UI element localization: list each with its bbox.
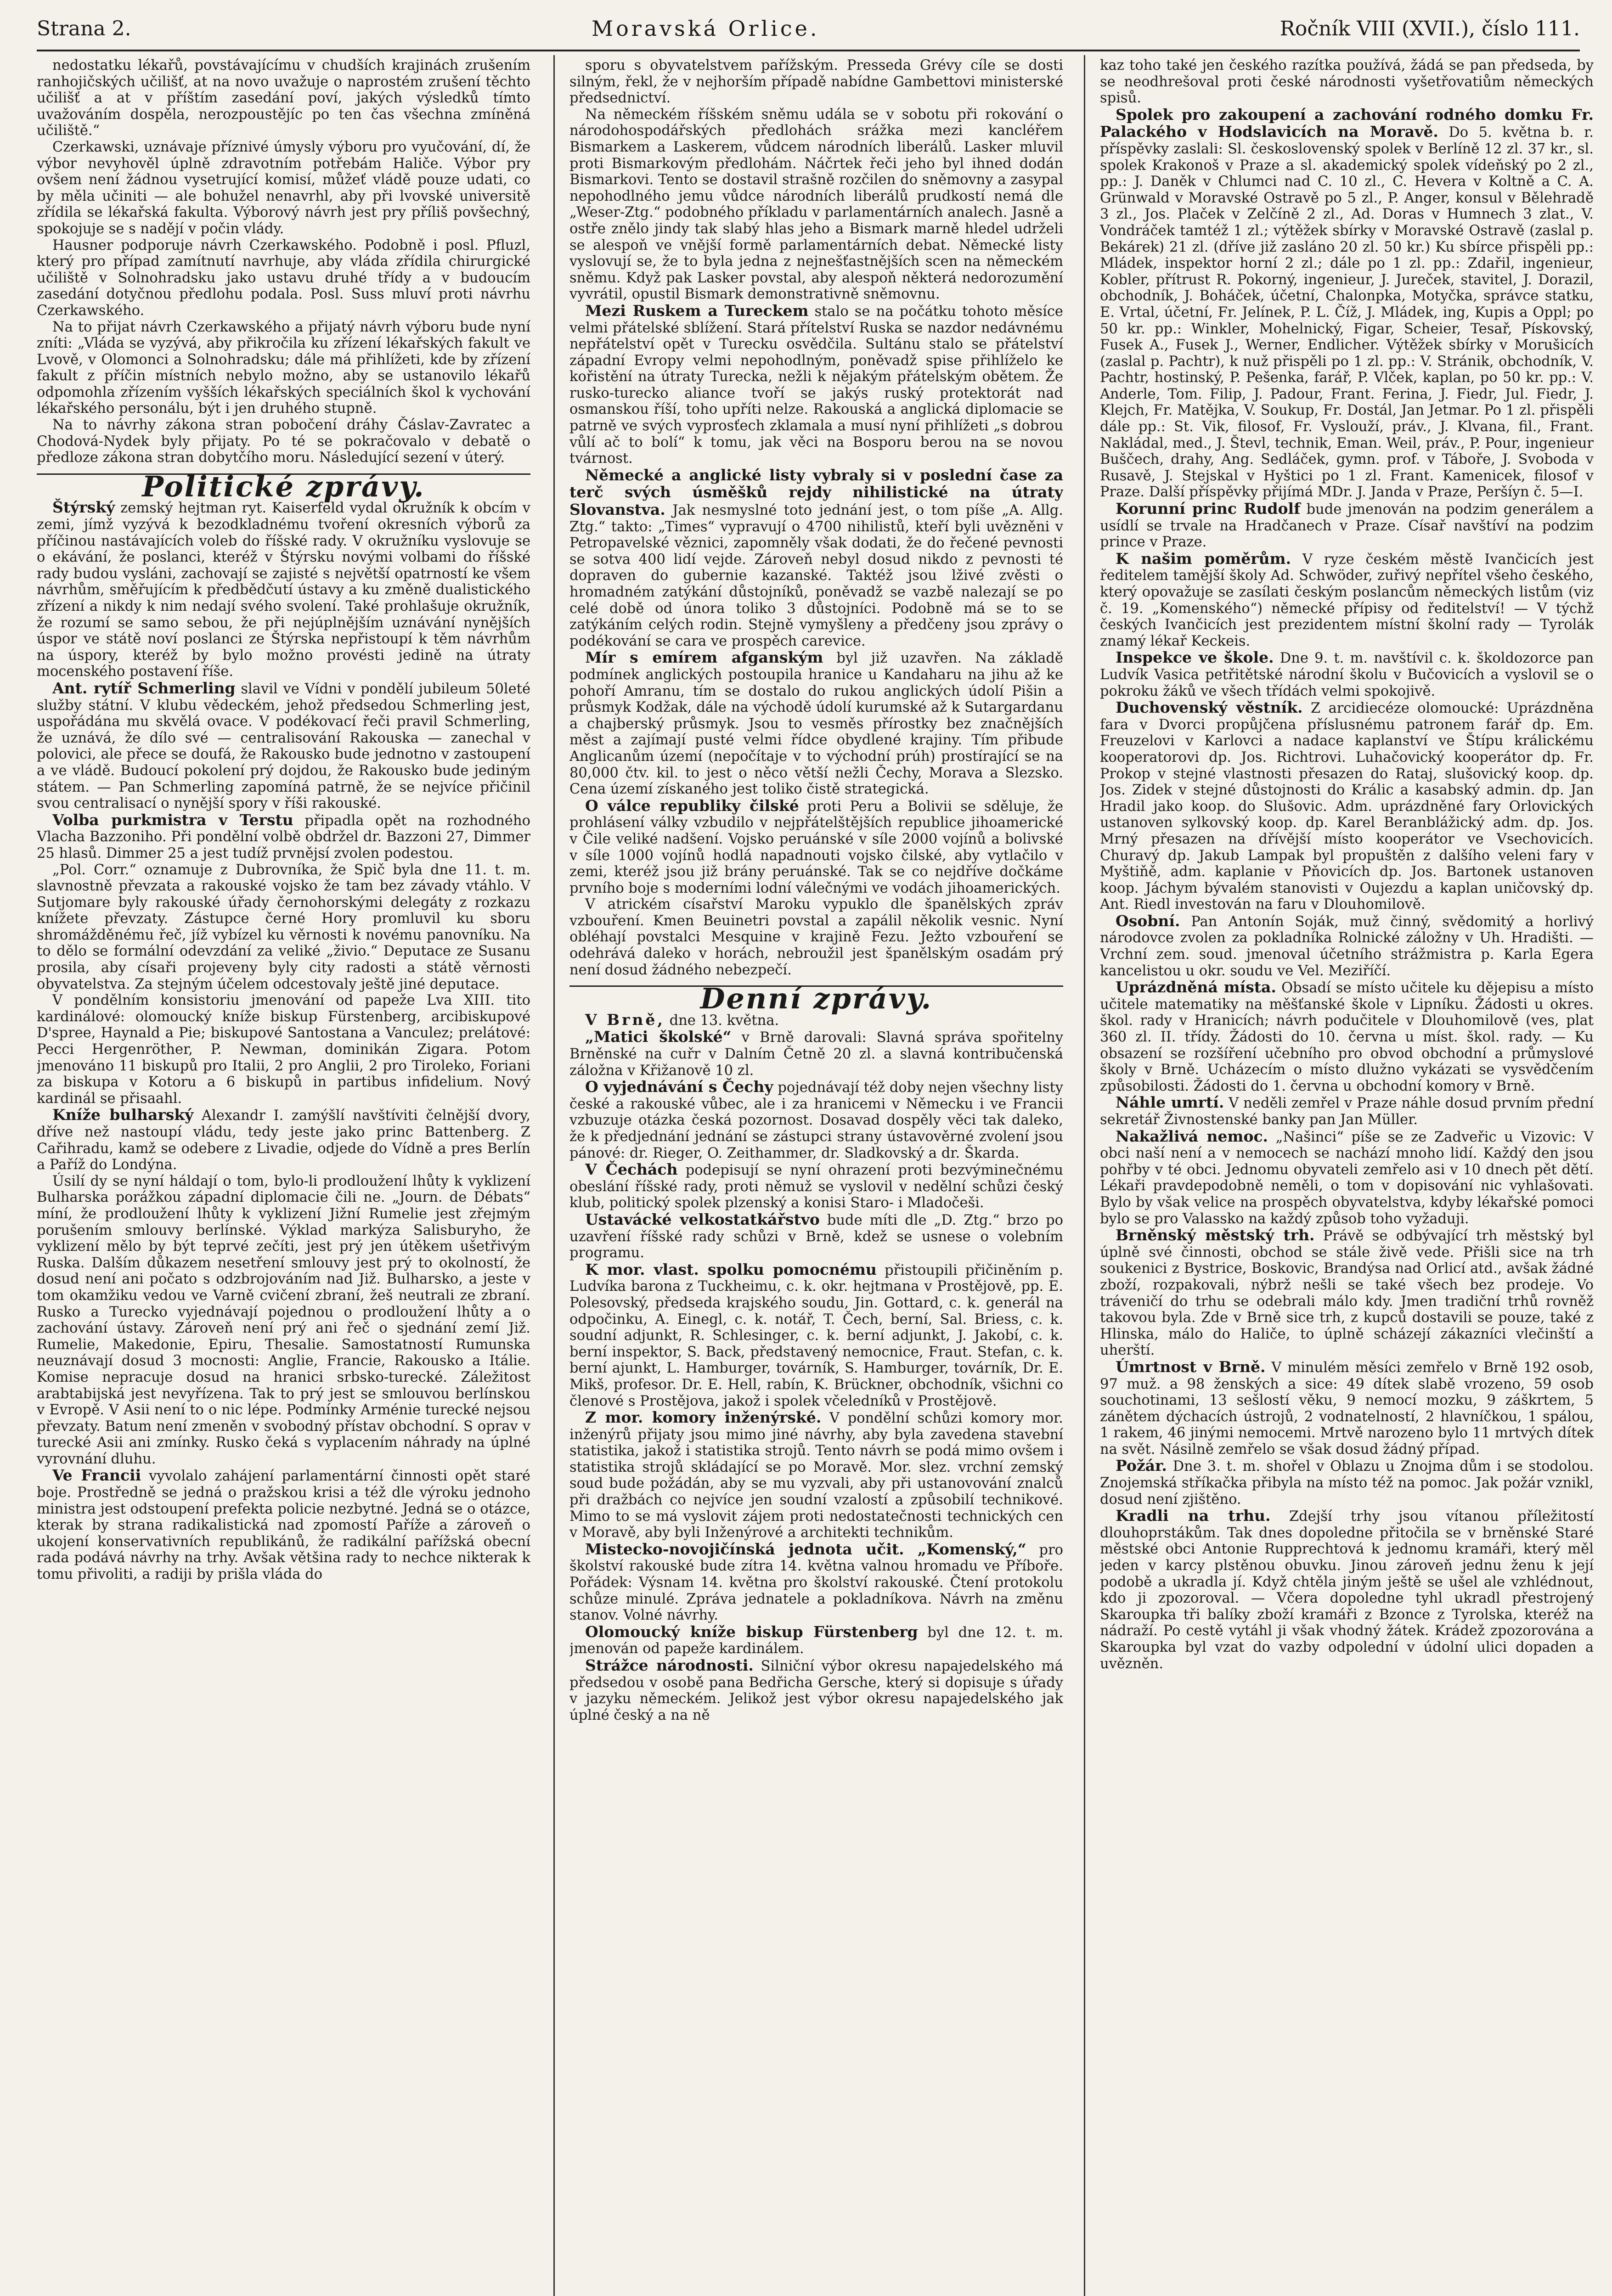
news-item [37, 1467, 530, 1582]
news-headline: Strážce národnosti. [585, 1656, 754, 1674]
news-headline: „Matici školské“ [585, 1028, 732, 1046]
news-item [1100, 1227, 1594, 1359]
news-headline: Osobní. [1116, 912, 1180, 930]
news-headline: V Čechách [585, 1160, 678, 1179]
news-text: V pondělní schůzi komory mor. inženýrů přijaty jsou mimo jiné návrhy, aby byla zavedena stavební statistika, jakož i statistika strojů. Tento návrh se podá mimo ovšem i statistika strojů skládající se po Moravě. Mor. slez. vrchní zemský soud bude požádán, aby se mu vyzvali, aby při ustanovování znalců při dražbách co nejvíce jen soudní vzalostí a způsobilí technikové. Mimo to se má vyslovit zájem proti nedostatečnosti technických cen v Moravě, aby byli Inženýrové a architekti technikům. [569, 1410, 1063, 1541]
news-text: podepisují se nyní ohrazení proti bezvýminečnému obeslání říšské rady, proti němuž se vyslovil v nedělní schůzi český klub, politický spolek plzenský a konisi Staro- i Mladočeši. [569, 1162, 1063, 1211]
news-item: Úsilí dy se nyní háldají o tom, bylo-li prodloužení lhůty k vyklizení Bulharska porážkou západní diplomacie čili ne. „Journ. de Débats“ míní, že prodloužení lhůty k vyklizení Jižní Rumelie jest zřejmým porušením smlouvy berlínské. Výklad markýza Salisburyho, že vyklizení mělo by být teprvé zečíti, jest prý jen útěkem ušetřivým Ruska. Dalším důkazem nesetření smlouvy jest prý to okolností, že dosud není ani počato s odzbrojováním nad Již. Bulharsko, a jeste v tom okamžiku vedou ve Varně cvičení zbraní, žeš neutrali ze zbraní. Rusko a Turecko vyjednávají pojednou o prodloužení lhůty a o zachování ústavy. Zároveň není prý ani řeč o sjednání zemí Již. Rumelie, Makedonie, Epiru, Thesalie. Samostatností Rumunska neuznávají dosud 3 mocnosti: Anglie, Francie, Rakousko a Itálie. Komise nepracuje dosud na hranici srbsko-turecké. Záležitost arabtabijská jest nevyřízena. Tak to prý jest se smlouvou berlínskou v Evropě. V Asii není to o nic lépe. Podmínky Arménie turecké nejsou převzaty. Batum není zmeněn v svobodný přístav obchodní. S oprav v turecké Asii ani zmínky. Rusko čeká s vyplacením náhrady na úplné vyrovnání dluhu. [37, 1173, 530, 1467]
news-item: Na německém říšském sněmu udála se v sobotu při rokování o národohospodářských předlohách srážka mezi kancléřem Bismarkem a Laskerem, vůdcem národních liberálů. Lasker mluvil proti Bismarkovým předlohám. Náčrtek řeči jeho byl ihned dodán Bismarkovi. Tento se dostavil strašně rozčilen do sněmovny a zasypal nepohodlného jemu vůdce národních liberálů prudkostí nemá dle „Weser-Ztg.“ podobného příkladu v parlamentárních analech. Jasně a ostře znělo jindy tak slabý hlas jeho a Bismark marně hledel udrželi se alespoň ve vnější formě parlamentárních debat. Německé listy vyslovují se, že to byla jedna z nejnešťastnějších scen na německém sněmu. Když pak Lasker povstal, aby alespoň některá nedorozumění vyvrátil, opustil Bismark demonstrativně sněmovnu. [569, 106, 1063, 303]
news-item [1100, 699, 1594, 913]
news-headline: Kníže bulharský [52, 1106, 194, 1124]
news-text: pro školství rakouské bude zítra 14. května valnou hromadu ve Příboře. Pořádek: Výsnam 14. května pro školství rakouské. Čtení protokolu schůze minulé. Zpráva jednatele a pokladníkova. Návrh na změnu stanov. Volné návrhy. [569, 1542, 1063, 1624]
section-heading: Politické zprávy. [37, 473, 530, 495]
news-text: Jak nesmyslné toto jednání jest, o tom píše „A. Allg. Ztg.“ takto: „Times“ vypravují o 4700 nihilistů, kteří byli uvězněni v Petropavelské věznici, zapomněly však dodati, že do řečené pevnosti se sotva 400 lidí vejde. Zároveň nebyl dosud nikdo z pevnosti té dopraven do gubernie kazanské. Taktéž jsou lživé zvěsti o hromadném zatýkání důstojníků, poněvadž se vazbě nalezají se po celé době od února toliko 3 důstojníci. Podobně má se to se zatýkáním celých rodin. Stejně vymyšleny a předčeny jsou zprávy o podékování se cara ve prospěch carevice. [569, 502, 1063, 649]
news-text: slavil ve Vídni v pondělí jubileum 50leté služby státní. V klubu vědeckém, jehož předsedou Schmerling jest, uspořádána mu skvělá ovace. V podékovací řeči pravil Schmerling, že uznává, že dílo své — centralisování Rakouska — zanechal v polovici, ale přece se doufá, že Rakousko bude jednotno v zastoupení a ve vládě. Budoucí pokolení prý dojdou, že Rakousko bude jediným státem. — Pan Schmerling zapomíná patrně, že se nejvíce přičinil svou centralisací o nynější spory v říši rakouské. [37, 681, 530, 812]
news-text: stalo se na počátku tohoto měsíce velmi přátelské sblížení. Stará přítelství Ruska se nazdor nedávnému nepřátelství opět v Turecku osvědčila. Sultánu stalo se přátelství západní Evropy velmi nepohodlným, poněvadž spise přihlíželo ke kořistění na útraty Turecka, nežli k nějakým přátelským obětem. Že rusko-turecko aliance tvoří se jakýs ruský protektorát nad osmanskou říší, toho upříti nelze. Rakouská a anglická diplomacie se patrně ve svých vyprosťech zklamala a musí nyní přihlížeti „s dobrou vůlí ač to bolí“ k tomu, jak věci na Bosporu berou na se novou tvárnost. [569, 303, 1063, 467]
news-text: Dne 9. t. m. navštívil c. k. školdozorce pan Ludvík Vasica petřitětské národní školu v Bučovicích a vyslovil se o pokroku žáků ve všech třídách velmi spokojivě. [1100, 650, 1594, 699]
news-headline: Inspekce ve škole. [1116, 648, 1274, 667]
news-text: „Našinci“ píše se ze Zadveřic u Vizovic: V obci naší není a v nemocech se nachází mnoho lidí. Každý den jsou pohřby v té obci. Jednomu obyvateli zemřelo asi v 10 dnech pět dětí. Lékaři pravdepodobně neměli, o tom v dopisování nic vyhlašovati. Bylo by však velice na prospěch obyvatelstva, kdyby lékařské pomoci bylo se pro Valassko na každý způsob toho vyžaduji. [1100, 1129, 1594, 1227]
news-item [1100, 1094, 1594, 1128]
news-headline: O vyjednávání s Čechy [585, 1078, 773, 1096]
news-item [569, 1624, 1063, 1657]
news-headline: Spolek pro zakoupení a zachování rodného domku Fr. Palackého v Hodslavicích na Moravě. [1100, 105, 1594, 141]
article-paragraph: Hausner podporuje návrh Czerkawského. Podobně i posl. Pfluzl, který pro případ zamítnutí navrhuje, aby vláda zřídila chirurgické učiliště v Solnohradsku jako ustavu druhé třídy a v budoucím zasedání dotyčnou předlohu podala. Posl. Suss mluví proti návrhu Czerkawského. [37, 237, 530, 319]
article-paragraph: Na to přijat návrh Czerkawského a přijatý návrh výboru bude nyní zníti: „Vláda se vyzývá, aby přikročila ku zřízení lékařských fakult ve Lvově, v Olomonci a Solnohradsku; dále má přihlížeti, kde by zřízení fakult z příčin místních nebylo možno, aby se ustanovilo lékařů odpomohla zřízením vyšších lékařských speciálních škol k vychování lékařského personálu, být i jen druhého stupně. [37, 319, 530, 417]
news-text: proti Peru a Bolivii se sděluje, že prohlásení války vzbudilo v nejpřátelštějších republice jihoamerické v Čile veliké nadšení. Vojsko peruánské v síle 2000 vojínů a bolivské v síle 1000 vojínů hodlá napadnouti vojsko čilské, aby vytlačilo v zemi, kteréž jsou již brány peruánské. Tak se co nejdříve dočkáme prvního boje s moderními lodní válečnými ve vodách jihoamerických. [569, 798, 1063, 896]
news-text: přistoupili přičiněním p. Ludvíka barona z Tuckheimu, c. k. okr. hejtmana v Prostějově, pp. E. Polesovský, předseda krajského soudu, Jin. Gottard, c. k. generál na odpočinku, A. Einegl, c. k. notář, T. Čech, berní, Sal. Briess, c. k. soudní adjunkt, R. Schlesinger, c. k. berní adjunkt, J. Jakobí, c. k. berní inspektor, S. Back, představený nemocnice, Fraut. Stefan, c. k. berní ajunkt, L. Hamburger, továrník, S. Hamburger, továrník, Dr. E. Mikš, profesor. Dr. E. Hell, rabín, K. Brückner, obchodník, všichni co členové s Prostějova, jakož i spolek včeledníků v Prostějově. [569, 1262, 1063, 1409]
article-paragraph: kaz toho také jen českého razítka používá, žádá se pan předseda, by se neodhrešoval proti české národnosti vyšetřovatiům německých spisů. [1100, 57, 1594, 107]
news-headline: Ustavácké velkostatkářstvo [585, 1210, 820, 1228]
news-headline: Náhle umrtí. [1116, 1093, 1224, 1112]
news-headline: V atrickém císařství Maroku [585, 896, 811, 913]
news-headline: Mír s emírem afganským [585, 648, 823, 667]
news-item [569, 1029, 1063, 1079]
news-item [1100, 913, 1594, 979]
column-2 [569, 57, 1063, 2296]
news-item [569, 1211, 1063, 1261]
news-text: Do 5. května b. r. příspěvky zaslali: Sl. československý spolek v Berlíně 12 zl. 37 kr., sl. spolek Krakonoš v Praze a sl. akademický spolek vídeňský po 2 zl., pp.: J. Daněk v Chlumci nad C. 10 zl., C. Hevera v Koltně a C. A. Grünwald v Moravské Ostravě po 5 zl., P. Anger, konsul v Bělehradě 3 zl., Jos. Plaček v Zelčíně 2 zl., Ad. Doras v Humnech 3 zlat., V. Vondráček tamtéž 1 zl.; výtěžek sbírky v Moravské Ostravě (zaslal p. Bekárek) 21 zl. (dříve již zasláno 20 zl. 50 kr.) Ku sbírce přispěli pp.: Mládek, inspektor horní 2 zl.; dále po 1 zl. pp.: Zdařil, ingenieur, Kobler, přítrust R. Pokorný, ingenieur, J. Jureček, stavitel, J. Dorazil, obchodník, J. Boháček, účetní, Chalonpka, Motyčka, správce statku, E. Vrtal, účetní, Fr. Jelínek, P. L. Číž, J. Mládek, ing, Kupis a Oppl; po 50 kr. pp.: Winkler, Mohelnický, Figar, Scheier, Tesař, Pískovský, Fusek A., Fusek J., Werner, Endlicher. Výtěžek sbírky v Morušicích (zaslal p. Pachtr), k nuž přispěli po 1 zl. pp.: V. Stránik, obchodník, V. Pachtr, hostinský, P. Pešenka, farář, P. Vlček, kaplan, po 50 kr. pp.: V. Anderle, Tom. Filip, J. Padour, Frant. Ferina, J. Fiedr, Jul. Fiedr, J. Klejch, Fr. Matějka, V. Soukup, Fr. Dostál, Jan Jetmar. Po 1 zl. přispěli dále pp.: St. Vik, filosof, Fr. Vyslouží, práv., J. Klvana, fil., Frant. Nakládal, med., J. Števl, technik, Eman. Weil, práv., P. Pour, ingenieur Buščech, drahy, Ang. Sedláček, gymn. prof. v Táboře, J. Svoboda v Rusavě, J. Stejskal v Hyštici po 1 zl. Frant. Kamenicek, filosof v Praze. Další příspěvky přijímá MDr. J. Janda v Praze, Peršíyn č. 5—I. [1100, 124, 1594, 501]
news-headline: Mezi Ruskem a Tureckem [585, 301, 809, 320]
news-item [37, 812, 530, 862]
news-text: vypuklo dle španělských zpráv vzbouření. Kmen Beuinetri povstal a zapálil několik vesnic. Nyní obléhají povstalci Mesquine v krajině Fezu. Ježto vzbouření se odehrává daleko v horách, nebroužil jest španělským osadám prý není dosud žádného nebezpečí. [569, 896, 1063, 978]
news-headline: Uprázdněná místa. [1116, 978, 1276, 996]
news-item [569, 1657, 1063, 1723]
news-text: pojednávají též doby nejen všechny listy české a rakouské vůbec, ale i za hranicemi v Německu i ve Francii vzbuzuje otázka česká pozornost. Dosavad dospěly věci tak daleko, že k předjednání jednání se zástupci strany ústavověrné zvolení jsou pánové: dr. Rieger, O. Zeithammer, dr. Sladkovský a dr. Škarda. [569, 1080, 1063, 1161]
section-heading: Denní zprávy. [569, 985, 1063, 1007]
column-3 [1100, 57, 1594, 2296]
news-item [569, 1161, 1063, 1211]
news-text: Silniční výbor okresu napajedelského má předsedou v osobě pana Bedřicha Gersche, který si dopisuje s úřady v jazyku německém. Jelikož jest výbor okresu napajedelského jak úplné český a na ně [569, 1658, 1063, 1723]
news-item [1100, 551, 1594, 650]
news-item [1100, 107, 1594, 501]
news-headline: K našim poměrům. [1116, 549, 1291, 568]
news-item [37, 680, 530, 812]
news-text: byl již uzavřen. Na základě podmínek anglických postoupila hranice u Kandaharu na jihu až ke pohoří Amranu, tím se dostalo do rukou anglických údolí Pišin a průsmyk Kodžak, dále na východě údolí kurumské až k Sutargardanu a chajberský průsmyk. Jsou to vesměs přírostky bez značnějších měst a zajímají pusté velmi řídce obydlené krajiny. Tím přibude Anglicanům území (nepočítaje v to východní prúh) prostírající se na 80,000 čtv. kil. to jest o něco větší nežli Čechy, Morava a Slezsko. Cena území získaného jest toliko čistě strategická. [569, 650, 1063, 798]
news-item [569, 896, 1063, 978]
news-headline: Volba purkmistra v Terstu [52, 810, 293, 829]
news-headline: Z mor. komory inženýrské. [585, 1408, 822, 1427]
issue-number: Ročník VIII (XVII.), číslo 111. [1279, 17, 1580, 40]
news-headline: Úmrtnost v Brně. [1116, 1357, 1266, 1376]
news-text: Alexandr I. zamýšlí navštíviti čelnější dvory, dříve než nastoupí vládu, tedy jeste jako princ Battenberg. Z Cařihradu, kamž se odebere z Livadie, odjede do Vídně a pres Berlín a Paříž do Londýna. [37, 1108, 530, 1173]
news-text: Pan Antonín Soják, muž činný, svědomitý a horlivý národovce zvolen za pokladníka Rolnické záložny v Uh. Hradišti. — Vrchní zem. soud. jmenoval účetního strážmistra p. Karla Egera kancelistou u okr. soudu ve Vel. Meziříčí. [1100, 913, 1594, 979]
news-text: V minulém měsíci zemřelo v Brně 192 osob, 97 muž. a 98 ženských a sice: 49 dítek slabě vrozeno, 59 osob souchotinami, 13 sešlostí věku, 9 nemocí mozku, 9 záškrtem, 5 zánětem dýchacích ústrojů, 2 vodnatelností, 2 hlavníčkou, 1 spálou, 1 rakem, 46 jinými nemocemi. Mrtvě narozeno bylo 11 mrtvých dítek na svět. Násilně zemřelo se však dosud žádný případ. [1100, 1359, 1594, 1458]
news-text: V ryze českém městě Ivančicích jest ředitelem tamější školy Ad. Schwöder, zuřivý nepřítel všeho českého, který opovažuje se zasílati českým poslancům německých listům (viz č. 19. „Komenského“) německé přípisy od ředitelství! — V týchž českých Ivančicích jest prezidentem místní školní rady — Tyrolák znamý lékař Keckeis. [1100, 551, 1594, 649]
news-text: v Brně darovali: Slavná správa spořitelny Brněnské na cuřr v Dalním Četně 20 zl. a slavná kontribučenská záložna v Křižanově 10 zl. [569, 1030, 1063, 1079]
news-item [1100, 1359, 1594, 1458]
news-item: V pondělním konsistoriu jmenování od papeže Lva XIII. tito kardinálové: olomoucký kníže biskup Fürstenberg, arcibiskupové D'spree, Haynald a Pie; biskupové Santostana a Vanculez; prelátové: Pecci Hergenröther, P. Newman, dominikán Zigara. Potom jmenováno 11 biskupů pro Italii, 2 pro Anglii, 2 pro Tiroleko, Foriani za biskupa v Kotoru a 6 biskupů in partibus infidelium. Nový kardinál se přisaahl. [37, 992, 530, 1107]
news-item [1100, 1508, 1594, 1672]
news-headline: Ve Francii [52, 1466, 141, 1485]
news-item [569, 798, 1063, 897]
news-headline: Duchovenský věstník. [1116, 698, 1303, 717]
page-number: Strana 2. [37, 17, 131, 40]
news-text: Dne 3. t. m. shořel v Oblazu u Znojma dům i se stodolou. Znojemská stříkačka přibyla na místo též na pomoc. Jak požár vznikl, dosud není zjištěno. [1100, 1458, 1594, 1508]
news-text: bude jmenován na podzim generálem a usídlí se trvale na Hradčanech v Praze. Císař navštíví na podzim prince v Praze. [1100, 501, 1594, 551]
news-item [1100, 501, 1594, 551]
dateline-date: dne 13. května. [669, 1012, 779, 1029]
news-headline: Mistecko-novojičínská jednota učit. „Komenský,“ [585, 1540, 1026, 1558]
article-paragraph: nedostatku lékařů, povstávajícímu v chudších krajinách zrušením ranhojičských učilišť, at na novo uvažuje o naprostém zrušení těchto učilišť a at v příštím zasedání poví, jakých výsledků tímto uvažováním dospěla, nerozpoustějíc po ten čas všechna zmíněná učiliště.“ [37, 57, 530, 139]
news-item [569, 1541, 1063, 1624]
news-item: „Pol. Corr.“ oznamuje z Dubrovníka, že Spič byla dne 11. t. m. slavnostně převzata a rakouské vojsko že tam bez závady vtáhlo. V Sutjomare byly rakouské úřady černohorskými delegáty z rozkazu knížete převzaty. Zástupce černé Hory promluvil ku sboru shromážděnému řeč, jíž vybízel ku věrnosti k novému panovníku. Na to dělo se formální odevzdání za veliké „živio.“ Deputace ze Susanu prosila, aby císaři projeveny byly city radosti a státě věrnosti obyvatelstva. Za stejným účelem odcestovaly ještě jiné deputace. [37, 861, 530, 992]
column-divider [553, 55, 555, 2296]
news-headline: Brněnský městský trh. [1116, 1226, 1315, 1244]
news-text: zemský hejtman ryt. Kaiserfeld vydal okružník k obcím v zemi, jímž vyzývá k bezodkladnému tvoření okresních výborů za příčinou nastávajících voleb do říšské rady. V okružníku vyslovuje se o ekávání, že poslanci, kteréž v Štýrsku novými volbami do říšské rady budou vysláni, zachovají se zajisté s největší opatrností ke všem návrhům, směřujícím k předbědčutí ústavy a ku změně dualistického zřízení a nikdy k nim nedají svého svolení. Také prohlašuje okružník, že rozumí se samo sebou, že při nejúplnějším uznávání nynějších úspor ve státě noví poslanci ze Štýrska nepřistoupí k těm návrhům na úspory, kteréž by bylo možno provésti jedině na útraty mocenského postavení říše. [37, 500, 530, 680]
news-text: Z arcidiecéze olomoucké: Uprázdněna fara v Dvorci propůjčena příslusnému patronem farář dp. Em. Freuzelovi v Karlovci a nadace kaplanství ve Štípu králickému kooperatorovi dp. Jos. Richtrovi. Luhačovický kooperátor dp. Fr. Prokop v stejné vlastnosti přesazen do Rataj, slušovický koop. dp. Jos. Zidek v stejné důstojnosti do Králic a kasabský admin. dp. Jan Hradil jako koop. do Slušovic. Adm. uprázdněné fary Orlovických ustanoven sylkovský koop. dp. Karel Beranblážický adm. dp. Jos. Mrný přesazen na dřívější místo kooperátor ve Vsechovicích. Churavý dp. Jakub Lampak byl propuštěn z dalšího veleni fary v Myštiňě, adm. kaplanie v Pňovicích dp. Jos. Bartonek ustanoven koop. Jáchym bývalém stanovisti v Oujezdu a kaplan uničovský dp. Ant. Riedl investován na faru v Dlouhomilově. [1100, 700, 1594, 913]
column-1 [37, 57, 530, 2296]
column-divider [1084, 55, 1085, 2296]
news-headline: Korunní princ Rudolf [1116, 500, 1301, 518]
news-headline: Požár. [1116, 1457, 1167, 1475]
news-text: bude míti dle „D. Ztg.“ brzo po uzavření říšské rady schůzi v Brně, kdež se usnese o volebním programu. [569, 1212, 1063, 1261]
news-item [1100, 649, 1594, 699]
page-header [37, 10, 1580, 47]
news-item [569, 1079, 1063, 1161]
article-paragraph: sporu s obyvatelstvem pařížským. Presseda Grévy cíle se dosti silným, řekl, že v nejhorším případě nabídne Gambettovi ministerské předsednictví. [569, 57, 1063, 107]
news-item [569, 1261, 1063, 1409]
news-text: byl dne 12. t. m. jmenován od papeže kardinálem. [569, 1624, 1063, 1657]
news-text: vyvolalo zahájení parlamentární činnosti opět staré boje. Prostředně se jedná o pražskou krisi a též dle výroku jednoho ministra jest odstoupení prefekta policie nezbytné. Jedná se o otázce, kterak by strana radikalistická nad zpomostí Paříže a zároveň o ukojení konservativních republikánů, že radikální pařížská obecní rada podává návrhy na trhy. Avšak většina rady to nechce nikterak k tomu přivoliti, a radiji by prišla vláda do [37, 1468, 530, 1583]
news-text: Právě se odbývající trh městský byl úplně své činnosti, obchod se stále živě vede. Přišli sice na trh soukenici z Bystrice, Boskovic, Brandýsa nad Orlicí atd., avšak žádné zboží, rozpakovali, nýbrž nešli se také všech bez prodeje. Vo tráveničí do trhu se odebrali málo kdy. Jmen tradiční trhů rovněž takovou byla. Zde v Brně sice trh, z kupců dostavili se pouze, také z Hlinska, málo do Haliče, to úplně scházejí zákazníci vlečinští a uherští. [1100, 1228, 1594, 1359]
news-item [569, 1409, 1063, 1541]
article-paragraph: Na to návrhy zákona stran pobočení dráhy Čáslav-Zavratec a Chodová-Nydek byly přijaty. Po té se pokračovalo v debatě o předloze zákona stran dobytčího moru. Následující sezení v úterý. [37, 417, 530, 466]
dateline-place: V Brně, [585, 1010, 665, 1029]
news-text: Obsadí se místo učitele ku dějepisu a místo učitele matematiky na měšťanské škole v Lipníku. Žádosti u okres. škol. rady v Hranicích; návrh podučitele v Dlouhomilově (ves, plat 360 zl. II. třídy. Žádosti do 10. června u míst. škol. rady. — Ku obsazení se rozšíření učebního pro obvod obchodní a průmyslové školy v Brně. Ucházecím o místo dlužno vykázati se vysvědčením způsobilosti. Žádosti do 1. června u obchodní komory v Brně. [1100, 980, 1594, 1094]
news-item [569, 467, 1063, 650]
news-headline: Štýrský [52, 498, 115, 517]
news-text: Zdejší trhy jsou vítanou příležitostí dlouhoprstákům. Tak dnes dopoledne přitočila se v brněnské Staré městské obci Antonie Rupprechtová k jednomu kramáři, který měl jeden v karcy plstěnou obuvku. Jinou zároveň jednu ženu k její podobě a ukradla jí. Když chtěla jiným ještě se ušel ale vzhlédnout, kdo ji zpozoroval. — Včera dopoledne tyhl ukradl přestrojený Skaroupka tři balíky zboží kramáři z Bzonce z Tyrolska, kteréž na nádraží. Po cestě vytáhl ji však vhodný žátek. Krádež zpozorována a Skaroupka byl vzat do vazby odpolední v údolní ulici dopaden a uvězněn. [1100, 1508, 1594, 1672]
news-text: V neděli zemřel v Praze náhle dosud prvním přední sekretář Živnostenské banky pan Jan Müller. [1100, 1095, 1594, 1128]
news-headline: Kradli na trhu. [1116, 1507, 1271, 1525]
news-headline: Olomoucký kníže biskup Fürstenberg [585, 1622, 918, 1641]
news-item [569, 649, 1063, 797]
news-item [37, 499, 530, 680]
header-rule [37, 50, 1580, 51]
news-item [1100, 1128, 1594, 1227]
news-item [569, 303, 1063, 467]
news-headline: Německé a anglické listy vybraly si v poslední čase za terč svých úsměšků rejdy nihilistické na útraty Slovanstva. [569, 466, 1063, 519]
article-paragraph: Czerkawski, uznávaje příznivé úmysly výboru pro vyučování, dí, že výbor nevyhověl úplně zdravotním potřebám Haliče. Výbor pry ovšem není žádnou vysetrující komisí, můžeť vládě pouze udati, co by měla učiniti — ale bohužel nenavrhl, aby při lvovské universitě zřídila se lékařská fakulta. Výborový návrh jest pry příliš povšechný, spokojuje se s nadějí v počin vlády. [37, 139, 530, 237]
news-headline: Nakažlivá nemoc. [1116, 1127, 1268, 1145]
news-item [1100, 979, 1594, 1094]
news-item [1100, 1458, 1594, 1508]
news-item [37, 1107, 530, 1173]
news-headline: K mor. vlast. spolku pomocnému [585, 1260, 877, 1278]
news-text: připadla opět na rozhodného Vlacha Bazzoniho. Při pondělní volbě obdržel dr. Bazzoni 27, Dimmer 25 hlasů. Dimmer 25 a jest tudíž prvnějsí zvolen podestou. [37, 812, 530, 861]
news-headline: O válce republiky čilské [585, 796, 799, 815]
news-headline: Ant. rytíř Schmerling [52, 679, 236, 697]
newspaper-title: Moravská Orlice. [591, 16, 820, 41]
